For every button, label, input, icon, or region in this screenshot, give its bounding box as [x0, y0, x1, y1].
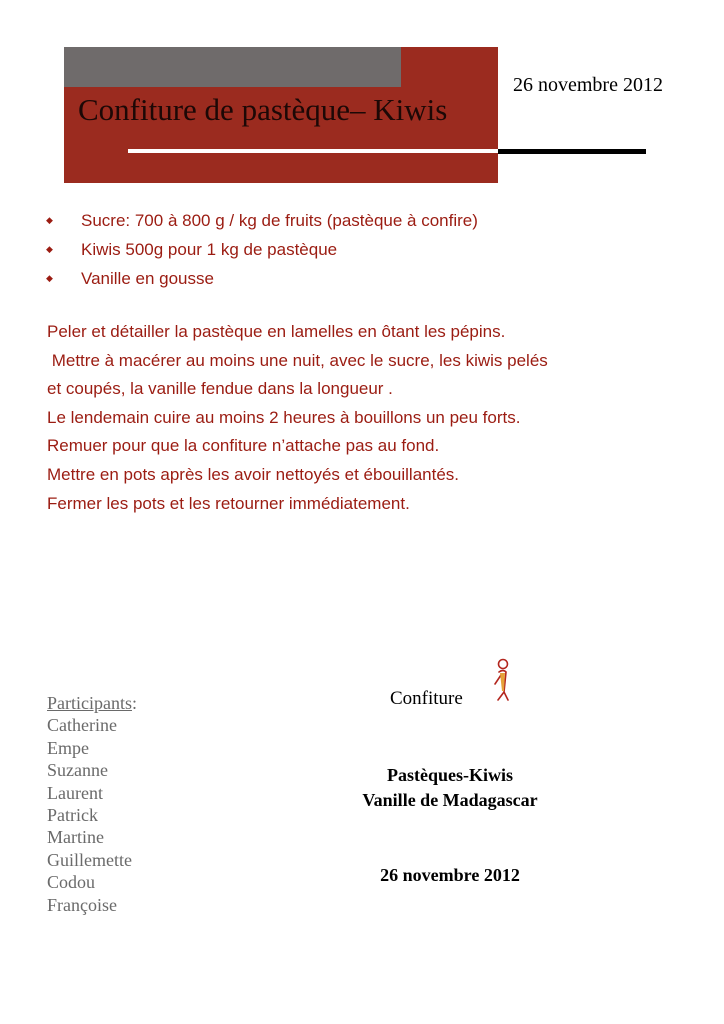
ingredient-text: Kiwis 500g pour 1 kg de pastèque	[81, 239, 338, 259]
participant-name: Codou	[47, 872, 96, 893]
participants-list	[47, 692, 137, 916]
step-line: Mettre en pots après les avoir nettoyés et ébouillantés.	[47, 464, 460, 484]
step-line: Fermer les pots et les retourner immédiatement.	[47, 493, 410, 513]
participant-name: Françoise	[47, 894, 117, 915]
participant-name: Suzanne	[47, 760, 108, 781]
ingredient-item	[46, 235, 478, 264]
participant-name: Empe	[47, 737, 89, 758]
header-white-rule	[128, 149, 498, 153]
diamond-bullet-icon: ◆	[46, 215, 53, 225]
diamond-bullet-icon: ◆	[46, 244, 53, 254]
page-title: Confiture de pastèque– Kiwis	[78, 92, 448, 127]
ingredient-list	[46, 206, 478, 293]
header-date: 26 novembre 2012	[513, 74, 663, 96]
step-line: Remuer pour que la confiture n’attache pas au fond.	[47, 436, 440, 456]
label-category: Confiture	[390, 688, 463, 709]
participants-heading: Participants	[47, 693, 132, 713]
ingredient-text: Sucre: 700 à 800 g / kg de fruits (pastèque à confire)	[81, 210, 478, 230]
participant-name: Laurent	[47, 782, 103, 803]
header-black-rule	[498, 149, 646, 154]
step-line: Mettre à macérer au moins une nuit, avec le sucre, les kiwis pelés	[47, 350, 548, 370]
participant-name: Guillemette	[47, 849, 132, 870]
header-gray-bar	[64, 47, 401, 87]
ingredient-item	[46, 264, 478, 293]
step-line: et coupés, la vanille fendue dans la longueur .	[47, 379, 393, 399]
i-mascot-logo	[490, 658, 512, 704]
ingredient-item	[46, 206, 478, 235]
participants-heading-row	[47, 692, 137, 714]
recipe-steps	[47, 318, 548, 518]
step-line: Le lendemain cuire au moins 2 heures à bouillons un peu forts.	[47, 407, 521, 427]
label-line-1: Pastèques-Kiwis	[387, 765, 513, 785]
participant-name: Catherine	[47, 715, 117, 736]
diamond-bullet-icon: ◆	[46, 273, 53, 283]
participants-colon: :	[131, 693, 137, 713]
participant-name: Martine	[47, 827, 104, 848]
ingredient-text: Vanille en gousse	[81, 268, 214, 288]
label-date: 26 novembre 2012	[380, 865, 520, 885]
label-line-2: Vanille de Madagascar	[362, 790, 538, 810]
header-red-tab	[401, 47, 498, 87]
participant-name: Patrick	[47, 805, 98, 826]
step-line: Peler et détailler la pastèque en lamelles en ôtant les pépins.	[47, 322, 506, 341]
